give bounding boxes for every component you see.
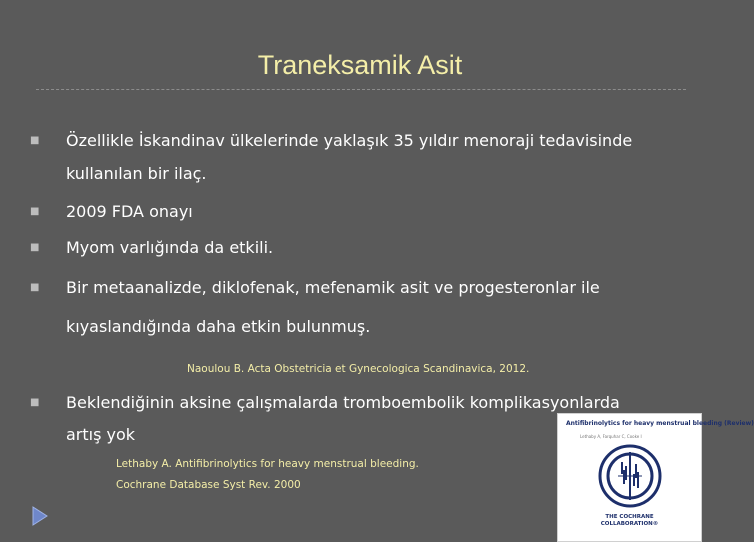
cochrane-logo-icon xyxy=(598,444,662,508)
bullet-icon: ■ xyxy=(30,397,40,408)
bullet-text-continued: artış yok xyxy=(66,425,136,444)
title-divider xyxy=(36,89,686,90)
bullet-text-continued: kıyaslandığında daha etkin bulunmuş. xyxy=(66,317,371,336)
cover-authors: Lethaby A, Farquhar C, Cooke I xyxy=(580,434,642,439)
bullet-text: Myom varlığında da etkili. xyxy=(66,238,274,257)
bullet-text-continued: kullanılan bir ilaç. xyxy=(66,164,207,183)
citation-lethaby: Lethaby A. Antifibrinolytics for heavy menstrual bleeding. xyxy=(116,458,419,470)
citation-lethaby-journal: Cochrane Database Syst Rev. 2000 xyxy=(116,479,301,491)
cover-collab-line-2: COLLABORATION® xyxy=(600,521,659,527)
cover-title: Antifibrinolytics for heavy menstrual bleeding (Review) xyxy=(566,420,754,427)
cover-collaboration-label xyxy=(558,514,701,528)
bullet-icon: ■ xyxy=(30,282,40,293)
slide-title: Traneksamik Asit xyxy=(257,50,463,80)
cochrane-review-cover xyxy=(557,413,754,542)
bullet-icon: ■ xyxy=(30,206,40,217)
bullet-text: Özellikle İskandinav ülkelerinde yaklaşık 35 yıldır menoraji tedavisinde xyxy=(66,131,633,150)
bullet-text: 2009 FDA onayı xyxy=(66,202,193,221)
bullet-icon: ■ xyxy=(30,135,40,146)
play-arrow-icon[interactable] xyxy=(30,505,50,527)
bullet-text: Beklendiğinin aksine çalışmalarda tromboembolik komplikasyonlarda xyxy=(66,393,620,412)
citation-naoulou: Naoulou B. Acta Obstetricia et Gynecologica Scandinavica, 2012. xyxy=(187,363,530,375)
bullet-text: Bir metaanalizde, diklofenak, mefenamik asit ve progesteronlar ile xyxy=(66,278,600,297)
bullet-icon: ■ xyxy=(30,242,40,253)
cover-collab-line-1: THE COCHRANE xyxy=(605,514,654,520)
